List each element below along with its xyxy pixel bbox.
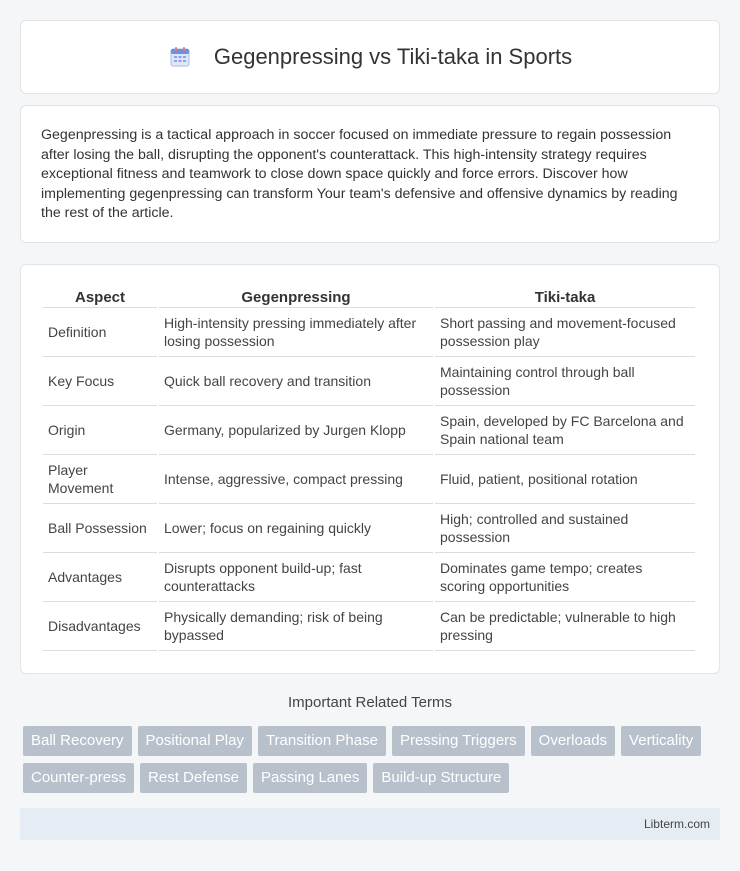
page-title: Gegenpressing vs Tiki-taka in Sports bbox=[213, 44, 573, 69]
term-tag[interactable]: Verticality bbox=[621, 726, 701, 756]
column-header-gegenpressing: Gegenpressing bbox=[159, 286, 433, 308]
footer bbox=[20, 808, 720, 840]
term-tag[interactable]: Transition Phase bbox=[258, 726, 386, 756]
table-cell: Disadvantages bbox=[43, 602, 157, 651]
table-cell: Lower; focus on regaining quickly bbox=[159, 504, 433, 553]
table-cell: Disrupts opponent build-up; fast counterattacks bbox=[159, 553, 433, 602]
table-cell: High-intensity pressing immediately after losing possession bbox=[159, 308, 433, 357]
table-header-row bbox=[43, 286, 695, 308]
table-cell: Definition bbox=[43, 308, 157, 357]
intro-card bbox=[20, 105, 720, 243]
table-cell: Fluid, patient, positional rotation bbox=[435, 455, 695, 504]
table-cell: Intense, aggressive, compact pressing bbox=[159, 455, 433, 504]
term-tag[interactable]: Passing Lanes bbox=[253, 763, 367, 793]
term-tag[interactable]: Positional Play bbox=[138, 726, 252, 756]
table-cell: Spain, developed by FC Barcelona and Spain national team bbox=[435, 406, 695, 455]
table-cell: Can be predictable; vulnerable to high pressing bbox=[435, 602, 695, 651]
table-cell: Quick ball recovery and transition bbox=[159, 357, 433, 406]
column-header-aspect: Aspect bbox=[43, 286, 157, 308]
table-row bbox=[43, 553, 695, 602]
intro-text: Gegenpressing is a tactical approach in soccer focused on immediate pressure to regain possession after losing the ball, disrupting the opponent's counterattack. This high-intensity strategy requires exceptional fitness and teamwork to close down space quickly and force errors. Discover how implementing gegenpressing can transform Your team's defensive and offensive dynamics by reading the rest of the article. bbox=[41, 127, 678, 221]
table-row bbox=[43, 602, 695, 651]
table-row bbox=[43, 406, 695, 455]
table-cell: Physically demanding; risk of being bypassed bbox=[159, 602, 433, 651]
table-cell: Origin bbox=[43, 406, 157, 455]
term-tag[interactable]: Pressing Triggers bbox=[392, 726, 525, 756]
related-terms-title: Important Related Terms bbox=[288, 694, 452, 711]
table-cell: Ball Possession bbox=[43, 504, 157, 553]
table-cell: Player Movement bbox=[43, 455, 157, 504]
table-cell: High; controlled and sustained possession bbox=[435, 504, 695, 553]
related-terms-list bbox=[23, 726, 723, 793]
comparison-table bbox=[41, 286, 697, 651]
table-cell: Germany, popularized by Jurgen Klopp bbox=[159, 406, 433, 455]
table-row bbox=[43, 357, 695, 406]
table-row bbox=[43, 308, 695, 357]
calendar-icon bbox=[168, 45, 192, 69]
table-cell: Advantages bbox=[43, 553, 157, 602]
footer-site-link[interactable]: Libterm.com bbox=[643, 817, 710, 831]
comparison-table-card bbox=[20, 264, 720, 674]
term-tag[interactable]: Ball Recovery bbox=[23, 726, 132, 756]
table-cell: Maintaining control through ball possession bbox=[435, 357, 695, 406]
term-tag[interactable]: Rest Defense bbox=[140, 763, 247, 793]
table-cell: Dominates game tempo; creates scoring opportunities bbox=[435, 553, 695, 602]
table-cell: Key Focus bbox=[43, 357, 157, 406]
header-card bbox=[20, 20, 720, 94]
term-tag[interactable]: Build-up Structure bbox=[373, 763, 509, 793]
table-row bbox=[43, 504, 695, 553]
term-tag[interactable]: Counter-press bbox=[23, 763, 134, 793]
table-row bbox=[43, 455, 695, 504]
term-tag[interactable]: Overloads bbox=[531, 726, 615, 756]
column-header-tiki-taka: Tiki-taka bbox=[435, 286, 695, 308]
table-cell: Short passing and movement-focused possession play bbox=[435, 308, 695, 357]
